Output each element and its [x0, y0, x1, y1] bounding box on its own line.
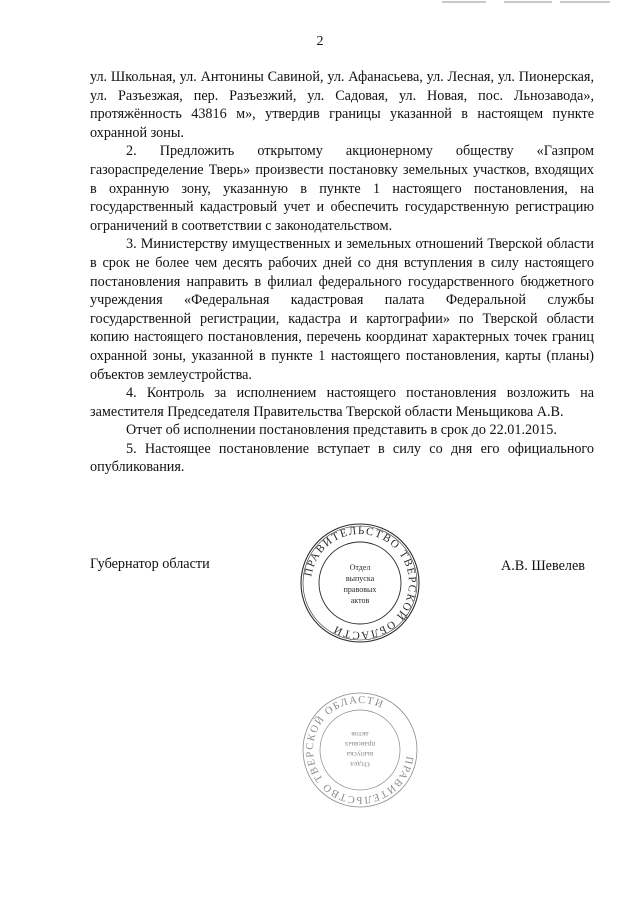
faint-stamp-ring-text: ПРАВИТЕЛЬСТВО ТВЕРСКОЙ ОБЛАСТИ [304, 694, 415, 806]
faint-stamp-line-3: правовых [344, 740, 376, 749]
faint-stamp-impression [300, 690, 420, 810]
official-stamp-seal [298, 521, 422, 645]
stamp-center-line-2: выпуска [345, 574, 375, 583]
paragraph-2: 2. Предложить открытому акционерному обществу «Газпром газораспределение Тверь» произвести постановку земельных участков, входящих в охранную зону, указанную в пункте 1 настоящего постановления, на государственный кадастровый учет и обеспечить государственную регистрацию ограничений в соответствии с законодательством. [90, 143, 594, 234]
stamp-center-line-3: правовых [343, 585, 377, 594]
faint-stamp-line-1: Отдел [350, 760, 370, 769]
paragraph-report: Отчет об исполнении постановления представить в срок до 22.01.2015. [126, 422, 557, 439]
signatory-name: А.В. Шевелев [501, 558, 585, 574]
scan-artifact-marks [442, 0, 612, 8]
stamp-center-line-4: актов [350, 596, 370, 605]
paragraph-1-continuation: ул. Школьная, ул. Антонины Савиной, ул. Афанасьева, ул. Лесная, ул. Пионерская, ул. Разъезжая, пер. Разъезжий, ул. Садовая, ул. Новая, пос. Льнозавода», протяжённость 43816 м», утвердив границы указанной в настоящем пункте охранной зоны. [90, 69, 594, 141]
paragraph-4: 4. Контроль за исполнением настоящего постановления возложить на заместителя Председателя Правительства Тверской области Меньщикова А.В. [90, 385, 594, 420]
stamp-center-line-1: Отдел [349, 563, 371, 572]
document-body [90, 68, 594, 477]
faint-stamp-line-4: актов [351, 730, 369, 739]
paragraph-5: 5. Настоящее постановление вступает в силу со дня его официального опубликования. [90, 440, 594, 476]
page-number: 2 [316, 34, 324, 49]
faint-stamp-line-2: выпуска [346, 750, 374, 759]
stamp-ring-text: ПРАВИТЕЛЬСТВО ТВЕРСКОЙ ОБЛАСТИ [302, 524, 419, 642]
paragraph-3: 3. Министерству имущественных и земельных отношений Тверской области в срок не более чем десять рабочих дней со дня вступления в силу настоящего постановления направить в филиал федерального государственного бюджетного учреждения «Федеральная кадастровая палата Федеральной службы государственной регистрации, кадастра и картографии» по Тверской области копию настоящего постановления, перечень координат характерных точек границ охранной зоны, указанной в пункте 1 настоящего постановления, карты (планы) объектов землеустройства. [90, 236, 594, 383]
signatory-position: Губернатор области [90, 556, 210, 572]
